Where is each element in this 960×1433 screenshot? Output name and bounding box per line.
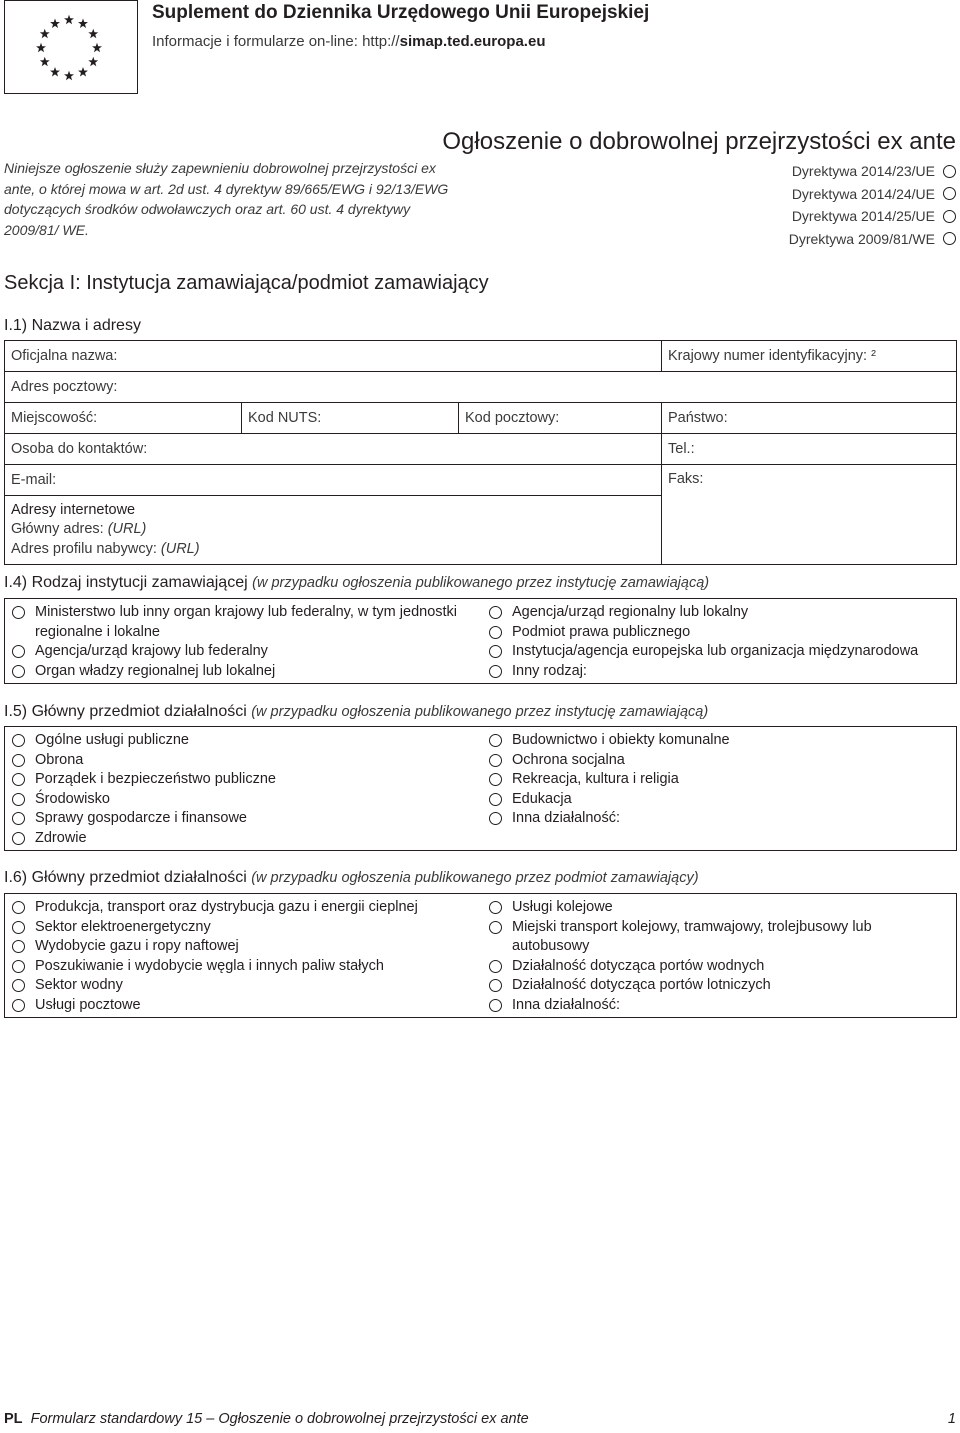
star-icon: [78, 19, 88, 28]
radio-button[interactable]: [489, 812, 502, 825]
radio-button[interactable]: [489, 665, 502, 678]
i6-heading: I.6) Główny przedmiot działalności (w przypadku ogłoszenia publikowanego przez podmiot zamawiający): [4, 869, 699, 886]
radio-button[interactable]: [12, 734, 25, 747]
option-item[interactable]: Poszukiwanie i wydobycie węgla i innych paliw stałych: [12, 957, 482, 977]
option-item[interactable]: Zdrowie: [12, 829, 482, 849]
radio-button[interactable]: [489, 734, 502, 747]
star-icon: [64, 15, 74, 24]
radio-button[interactable]: [489, 979, 502, 992]
fax-field[interactable]: Faks:: [662, 465, 957, 565]
directive-options: [789, 160, 956, 250]
eu-stars-icon: [5, 1, 139, 95]
star-icon: [36, 43, 46, 52]
nuts-field[interactable]: Kod NUTS:: [242, 403, 459, 434]
radio-button[interactable]: [12, 940, 25, 953]
i5-left-options: [12, 731, 482, 848]
country-field[interactable]: Państwo:: [662, 403, 957, 434]
radio-button[interactable]: [12, 754, 25, 767]
radio-button[interactable]: [12, 665, 25, 678]
radio-button[interactable]: [489, 645, 502, 658]
radio-button[interactable]: [12, 979, 25, 992]
option-item[interactable]: Inny rodzaj:: [489, 662, 949, 682]
star-icon: [50, 19, 60, 28]
language-code: PL: [4, 1411, 23, 1427]
option-item[interactable]: Działalność dotycząca portów lotniczych: [489, 976, 889, 996]
tel-field[interactable]: Tel.:: [662, 434, 957, 465]
postal-address-field[interactable]: Adres pocztowy:: [5, 372, 957, 403]
i5-options-box: [4, 726, 957, 851]
radio-button[interactable]: [489, 773, 502, 786]
town-field[interactable]: Miejscowość:: [5, 403, 242, 434]
radio-button[interactable]: [12, 832, 25, 845]
form-intro: Niniejsze ogłoszenie służy zapewnieniu dobrowolnej przejrzystości ex ante, o której mowa w art. 2d ust. 4 dyrektyw 89/665/EWG i 92/13/EWG dotyczących środków odwoławczych oraz art. 60 ust. 4 dyrektywy 2009/81/ WE.: [4, 160, 449, 238]
star-icon: [88, 57, 98, 66]
radio-button[interactable]: [489, 626, 502, 639]
option-item[interactable]: Edukacja: [489, 790, 949, 810]
option-item[interactable]: Inna działalność:: [489, 996, 889, 1016]
option-item[interactable]: Usługi kolejowe: [489, 898, 889, 918]
star-icon: [40, 29, 50, 38]
directive-option[interactable]: Dyrektywa 2009/81/WE: [789, 228, 956, 251]
internet-addresses: [5, 496, 662, 565]
option-item[interactable]: Sektor elektroenergetyczny: [12, 918, 482, 938]
option-item[interactable]: Porządek i bezpieczeństwo publiczne: [12, 770, 482, 790]
i4-left-options: [12, 603, 482, 681]
postal-code-field[interactable]: Kod pocztowy:: [459, 403, 662, 434]
radio-button[interactable]: [489, 793, 502, 806]
star-icon: [64, 71, 74, 80]
option-item[interactable]: Instytucja/agencja europejska lub organizacja międzynarodowa: [489, 642, 949, 662]
option-item[interactable]: Środowisko: [12, 790, 482, 810]
radio-button[interactable]: [489, 754, 502, 767]
eu-flag-logo: [4, 0, 138, 94]
option-item[interactable]: Ministerstwo lub inny organ krajowy lub federalny, w tym jednostki regionalne i lokalne: [12, 603, 482, 642]
radio-button[interactable]: [12, 960, 25, 973]
i4-options-box: [4, 598, 957, 684]
radio-button[interactable]: [12, 773, 25, 786]
radio-button[interactable]: [943, 165, 956, 178]
option-item[interactable]: Rekreacja, kultura i religia: [489, 770, 949, 790]
form-title: Ogłoszenie o dobrowolnej przejrzystości ex ante: [442, 128, 956, 155]
radio-button[interactable]: [489, 606, 502, 619]
option-item[interactable]: Agencja/urząd krajowy lub federalny: [12, 642, 482, 662]
option-item[interactable]: Ogólne usługi publiczne: [12, 731, 482, 751]
option-item[interactable]: Usługi pocztowe: [12, 996, 482, 1016]
option-item[interactable]: Ochrona socjalna: [489, 751, 949, 771]
footer-text: Formularz standardowy 15 – Ogłoszenie o dobrowolnej przejrzystości ex ante: [30, 1411, 529, 1427]
option-item[interactable]: Obrona: [12, 751, 482, 771]
option-item[interactable]: Sprawy gospodarcze i finansowe: [12, 809, 482, 829]
radio-button[interactable]: [12, 606, 25, 619]
directive-option[interactable]: Dyrektywa 2014/23/UE: [789, 160, 956, 183]
section-heading: Sekcja I: Instytucja zamawiająca/podmiot zamawiający: [4, 272, 489, 294]
i5-heading: I.5) Główny przedmiot działalności (w przypadku ogłoszenia publikowanego przez instytucję zamawiającą): [4, 703, 709, 720]
star-icon: [40, 57, 50, 66]
journal-title: Suplement do Dziennika Urzędowego Unii Europejskiej: [152, 2, 650, 23]
option-item[interactable]: Podmiot prawa publicznego: [489, 623, 949, 643]
i5-right-options: [489, 731, 949, 829]
i4-right-options: [489, 603, 949, 681]
email-field[interactable]: E-mail:: [5, 465, 662, 496]
radio-button[interactable]: [12, 921, 25, 934]
i6-left-options: [12, 898, 482, 1015]
star-icon: [88, 29, 98, 38]
radio-button[interactable]: [489, 901, 502, 914]
radio-button[interactable]: [943, 232, 956, 245]
option-item[interactable]: Wydobycie gazu i ropy naftowej: [12, 937, 482, 957]
option-item[interactable]: Agencja/urząd regionalny lub lokalny: [489, 603, 949, 623]
internet-heading: Adresy internetowe: [11, 501, 136, 518]
option-item[interactable]: Inna działalność:: [489, 809, 949, 829]
option-item[interactable]: Sektor wodny: [12, 976, 482, 996]
star-icon: [78, 67, 88, 76]
radio-button[interactable]: [12, 812, 25, 825]
i4-heading: I.4) Rodzaj instytucji zamawiającej (w przypadku ogłoszenia publikowanego przez instytucję zamawiającą): [4, 574, 710, 591]
radio-button[interactable]: [943, 210, 956, 223]
radio-button[interactable]: [489, 999, 502, 1012]
i6-options-box: [4, 893, 957, 1018]
page-footer: [4, 1411, 529, 1427]
radio-button[interactable]: [943, 187, 956, 200]
simap-link[interactable]: simap.ted.europa.eu: [399, 33, 546, 50]
option-item[interactable]: Działalność dotycząca portów wodnych: [489, 957, 889, 977]
directive-option[interactable]: Dyrektywa 2014/25/UE: [789, 205, 956, 228]
i1-heading: I.1) Nazwa i adresy: [4, 317, 141, 334]
radio-button[interactable]: [489, 921, 502, 934]
radio-button[interactable]: [12, 645, 25, 658]
option-item[interactable]: Organ władzy regionalnej lub lokalnej: [12, 662, 482, 682]
directive-option[interactable]: Dyrektywa 2014/24/UE: [789, 183, 956, 206]
journal-subtitle: Informacje i formularze on-line: http://simap.ted.europa.eu: [152, 33, 546, 50]
radio-button[interactable]: [489, 960, 502, 973]
radio-button[interactable]: [12, 793, 25, 806]
option-item[interactable]: Budownictwo i obiekty komunalne: [489, 731, 949, 751]
option-item[interactable]: Produkcja, transport oraz dystrybucja gazu i energii cieplnej: [12, 898, 482, 918]
national-id-field[interactable]: Krajowy numer identyfikacyjny: ²: [662, 341, 957, 372]
star-icon: [92, 43, 102, 52]
radio-button[interactable]: [12, 999, 25, 1012]
page-number: 1: [947, 1411, 956, 1427]
buyer-profile-field[interactable]: Adres profilu nabywcy: (URL): [11, 540, 200, 557]
contact-person-field[interactable]: Osoba do kontaktów:: [5, 434, 662, 465]
main-address-field[interactable]: Główny adres: (URL): [11, 521, 147, 538]
radio-button[interactable]: [12, 901, 25, 914]
official-name-field[interactable]: Oficjalna nazwa:: [5, 341, 662, 372]
star-icon: [50, 67, 60, 76]
i6-right-options: [489, 898, 889, 1015]
option-item[interactable]: Miejski transport kolejowy, tramwajowy, trolejbusowy lub autobusowy: [489, 918, 889, 957]
name-address-table: [4, 340, 957, 565]
